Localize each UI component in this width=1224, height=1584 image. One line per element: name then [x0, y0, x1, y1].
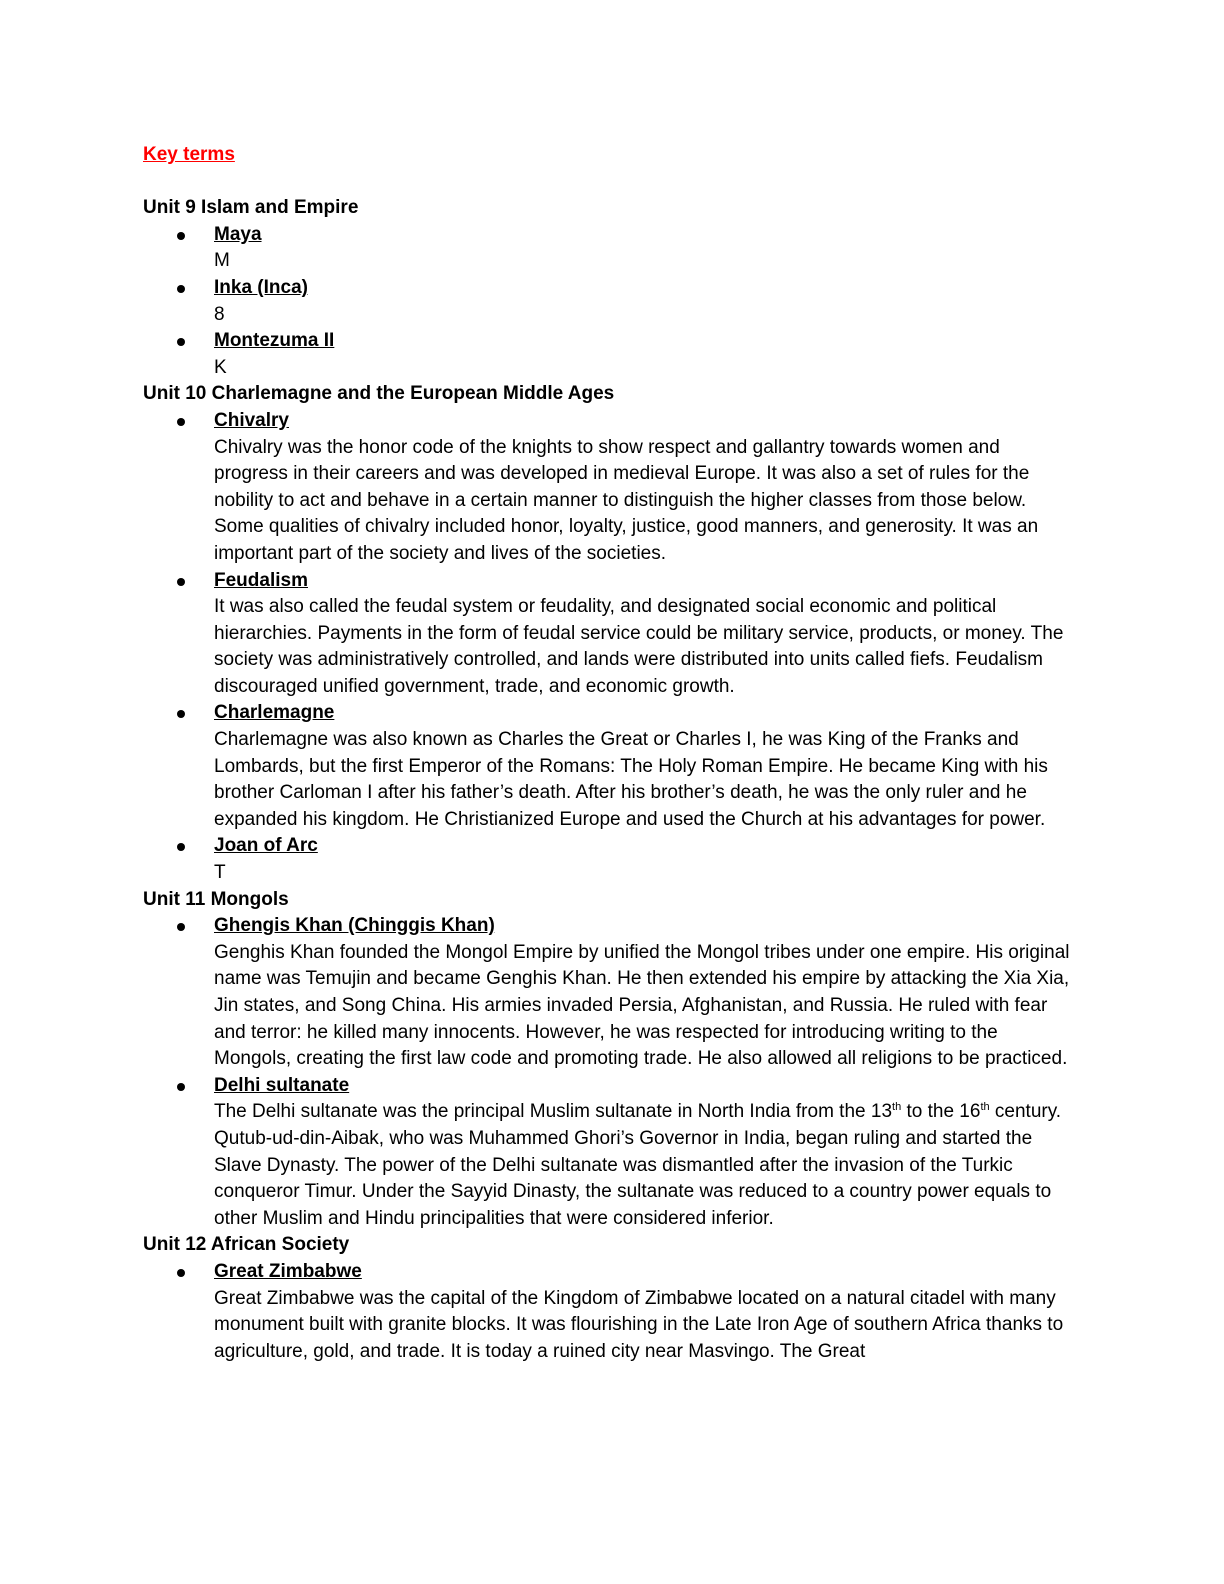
bullet-icon — [177, 1083, 185, 1091]
bullet-icon — [177, 1269, 185, 1277]
term-description: M — [214, 250, 230, 272]
term-description: It was also called the feudal system or feudality, and designated social economic and political hierarchies. Payments in the form of feudal service could be military service, products, or money. The society was administratively controlled, and lands were distributed into units called fiefs. Feudalism discouraged unified government, trade, and economic growth. — [214, 596, 1064, 697]
term-list — [143, 1259, 1083, 1365]
bullet-icon — [177, 578, 185, 586]
term-item — [143, 833, 1083, 886]
term-description: Genghis Khan founded the Mongol Empire by unified the Mongol tribes under one empire. His original name was Temujin and became Genghis Khan. He then extended his empire by attacking the Xia Xia, Jin states, and Song China. His armies invaded Persia, Afghanistan, and Russia. He ruled with fear and terror: he killed many innocents. However, he was respected for introducing writing to the Mongols, creating the first law code and promoting trade. He also allowed all religions to be practiced. — [214, 941, 1070, 1070]
term-description: Charlemagne was also known as Charles the Great or Charles I, he was King of the Franks and Lombards, but the first Emperor of the Romans: The Holy Roman Empire. He became King with his brother Carloman I after his father’s death. After his brother’s death, he was the only ruler and he expanded his kingdom. He Christianized Europe and used the Church at his advantages for power. — [214, 729, 1048, 830]
term-name: Ghengis Khan (Chinggis Khan) — [214, 915, 495, 937]
term-item — [143, 275, 1083, 328]
ordinal-suffix: th — [980, 1101, 990, 1114]
term-name: Joan of Arc — [214, 835, 318, 857]
term-list — [143, 913, 1083, 1232]
ordinal-suffix: th — [892, 1101, 902, 1114]
term-description — [214, 1099, 1074, 1232]
bullet-icon — [177, 710, 185, 718]
term-name: Great Zimbabwe — [214, 1260, 362, 1282]
term-item — [143, 222, 1083, 275]
bullet-icon — [177, 418, 185, 426]
term-item — [143, 1073, 1083, 1233]
desc-text: century. Qutub-ud-din-Aibak, who was Muhammed Ghori’s Governor in India, began ruling and started the Slave Dynasty. The power of the Delhi sultanate was dismantled after the invasion of the Turkic conqueror Timur. Under the Sayyid Dinasty, the sultanate was reduced to a country power equals to other Muslim and Hindu principalities that were considered inferior. — [214, 1101, 1062, 1229]
term-description: 8 — [214, 303, 225, 325]
term-item — [143, 328, 1083, 381]
term-description: T — [214, 862, 226, 884]
term-name: Chivalry — [214, 409, 289, 431]
unit-heading: Unit 9 Islam and Empire — [143, 197, 359, 219]
term-name: Charlemagne — [214, 702, 335, 724]
term-name: Feudalism — [214, 569, 308, 591]
term-list — [143, 408, 1083, 887]
unit-heading: Unit 12 African Society — [143, 1234, 350, 1256]
term-item — [143, 568, 1083, 701]
bullet-icon — [177, 843, 185, 851]
bullet-icon — [177, 338, 185, 346]
document-title: Key terms — [143, 144, 235, 165]
term-name: Montezuma II — [214, 330, 335, 352]
term-item — [143, 1259, 1083, 1365]
unit-heading: Unit 11 Mongols — [143, 888, 289, 910]
term-name: Inka (Inca) — [214, 276, 308, 298]
bullet-icon — [177, 923, 185, 931]
unit-heading: Unit 10 Charlemagne and the European Middle Ages — [143, 383, 615, 405]
term-description: Great Zimbabwe was the capital of the Kingdom of Zimbabwe located on a natural citadel with many monument built with granite blocks. It was flourishing in the Late Iron Age of southern Africa thanks to agriculture, gold, and trade. It is today a ruined city near Masvingo. The Great — [214, 1287, 1064, 1362]
term-item — [143, 408, 1083, 568]
bullet-icon — [177, 285, 185, 293]
term-name: Delhi sultanate — [214, 1074, 350, 1096]
term-list — [143, 222, 1083, 382]
document-page — [143, 142, 1083, 1365]
bullet-icon — [177, 232, 185, 240]
desc-text: The Delhi sultanate was the principal Muslim sultanate in North India from the 13 — [214, 1101, 893, 1123]
term-name: Maya — [214, 223, 262, 245]
desc-text: to the 16 — [901, 1101, 981, 1123]
term-description: Chivalry was the honor code of the knights to show respect and gallantry towards women and progress in their careers and was developed in medieval Europe. It was also a set of rules for the nobility to act and behave in a certain manner to distinguish the higher classes from those below. Some qualities of chivalry included honor, loyalty, justice, good manners, and generosity. It was an important part of the society and lives of the societies. — [214, 436, 1039, 564]
term-description: K — [214, 356, 227, 378]
term-item — [143, 700, 1083, 833]
term-item — [143, 913, 1083, 1073]
